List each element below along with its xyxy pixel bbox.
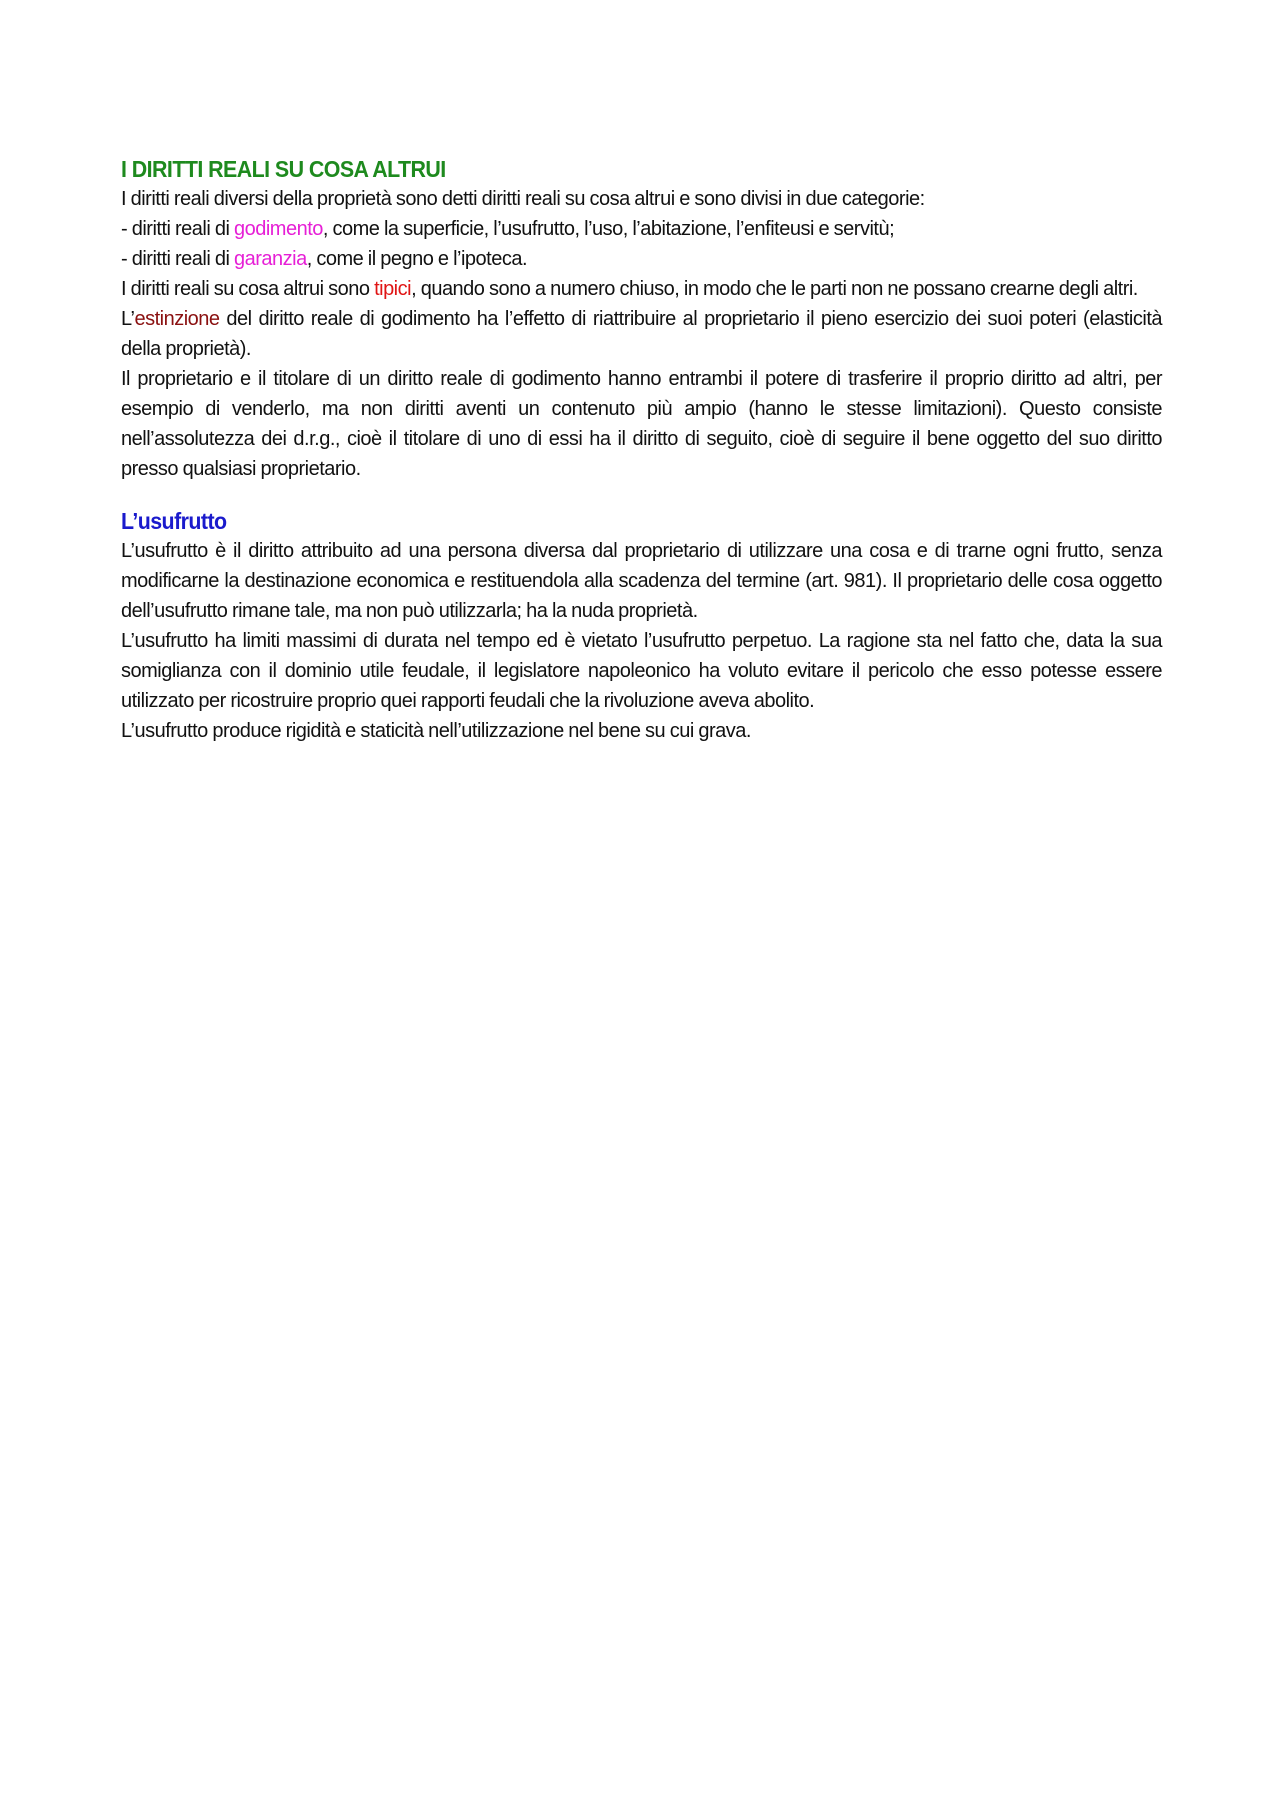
list-item-garanzia (121, 244, 1162, 274)
section-usufrutto (121, 506, 1162, 746)
paragraph-tipici (121, 274, 1162, 304)
highlight-estinzione: estinzione (134, 308, 220, 330)
highlight-tipici: tipici (374, 278, 412, 300)
paragraph-usufrutto-rigidita: L’usufrutto produce rigidità e staticità nell’utilizzazione nel bene su cui grava. (121, 720, 751, 742)
paragraph-text: I diritti reali su cosa altrui sono (121, 278, 375, 300)
section-title-diritti-reali: I DIRITTI REALI SU COSA ALTRUI (121, 156, 446, 182)
paragraph-text: del diritto reale di godimento ha l’effetto di riattribuire al proprietario il pieno esercizio dei suoi poteri (elasticità della proprietà). (121, 308, 1162, 360)
list-item-text: , come il pegno e l’ipoteca. (306, 248, 528, 270)
list-item-godimento (121, 214, 1162, 244)
paragraph-intro: I diritti reali diversi della proprietà sono detti diritti reali su cosa altrui e sono divisi in due categorie: (121, 188, 925, 210)
section-title-usufrutto: L’usufrutto (121, 508, 227, 534)
paragraph-text: , quando sono a numero chiuso, in modo che le parti non ne possano crearne degli altri. (411, 278, 1138, 300)
document-page (121, 154, 1162, 746)
paragraph-text: L’ (121, 308, 135, 330)
list-item-text: - diritti reali di (121, 218, 234, 240)
section-diritti-reali (121, 154, 1162, 484)
paragraph-usufrutto-definizione: L’usufrutto è il diritto attribuito ad una persona diversa dal proprietario di utilizzare una cosa e di trarne ogni frutto, senza modificarne la destinazione economica e restituendola alla scadenza del termine (art. 981). Il proprietario delle cosa oggetto dell’usufrutto rimane tale, ma non può utilizzarla; ha la nuda proprietà. (121, 540, 1162, 622)
list-item-text: , come la superficie, l’usufrutto, l’uso, l’abitazione, l’enfiteusi e servitù; (322, 218, 895, 240)
paragraph-proprietario: Il proprietario e il titolare di un diritto reale di godimento hanno entrambi il potere di trasferire il proprio diritto ad altri, per esempio di venderlo, ma non diritti aventi un contenuto più ampio (hanno le stesse limitazioni). Questo consiste nell’assolutezza dei d.r.g., cioè il titolare di uno di essi ha il diritto di seguito, cioè di seguire il bene oggetto del suo diritto presso qualsiasi proprietario. (121, 368, 1162, 480)
paragraph-estinzione (121, 304, 1162, 364)
list-item-text: - diritti reali di (121, 248, 234, 270)
highlight-godimento: godimento (233, 218, 323, 240)
highlight-garanzia: garanzia (233, 248, 307, 270)
paragraph-usufrutto-limiti: L’usufrutto ha limiti massimi di durata nel tempo ed è vietato l’usufrutto perpetuo. La ragione sta nel fatto che, data la sua somiglianza con il dominio utile feudale, il legislatore napoleonico ha voluto evitare il pericolo che esso potesse essere utilizzato per ricostruire proprio quei rapporti feudali che la rivoluzione aveva abolito. (121, 630, 1162, 712)
